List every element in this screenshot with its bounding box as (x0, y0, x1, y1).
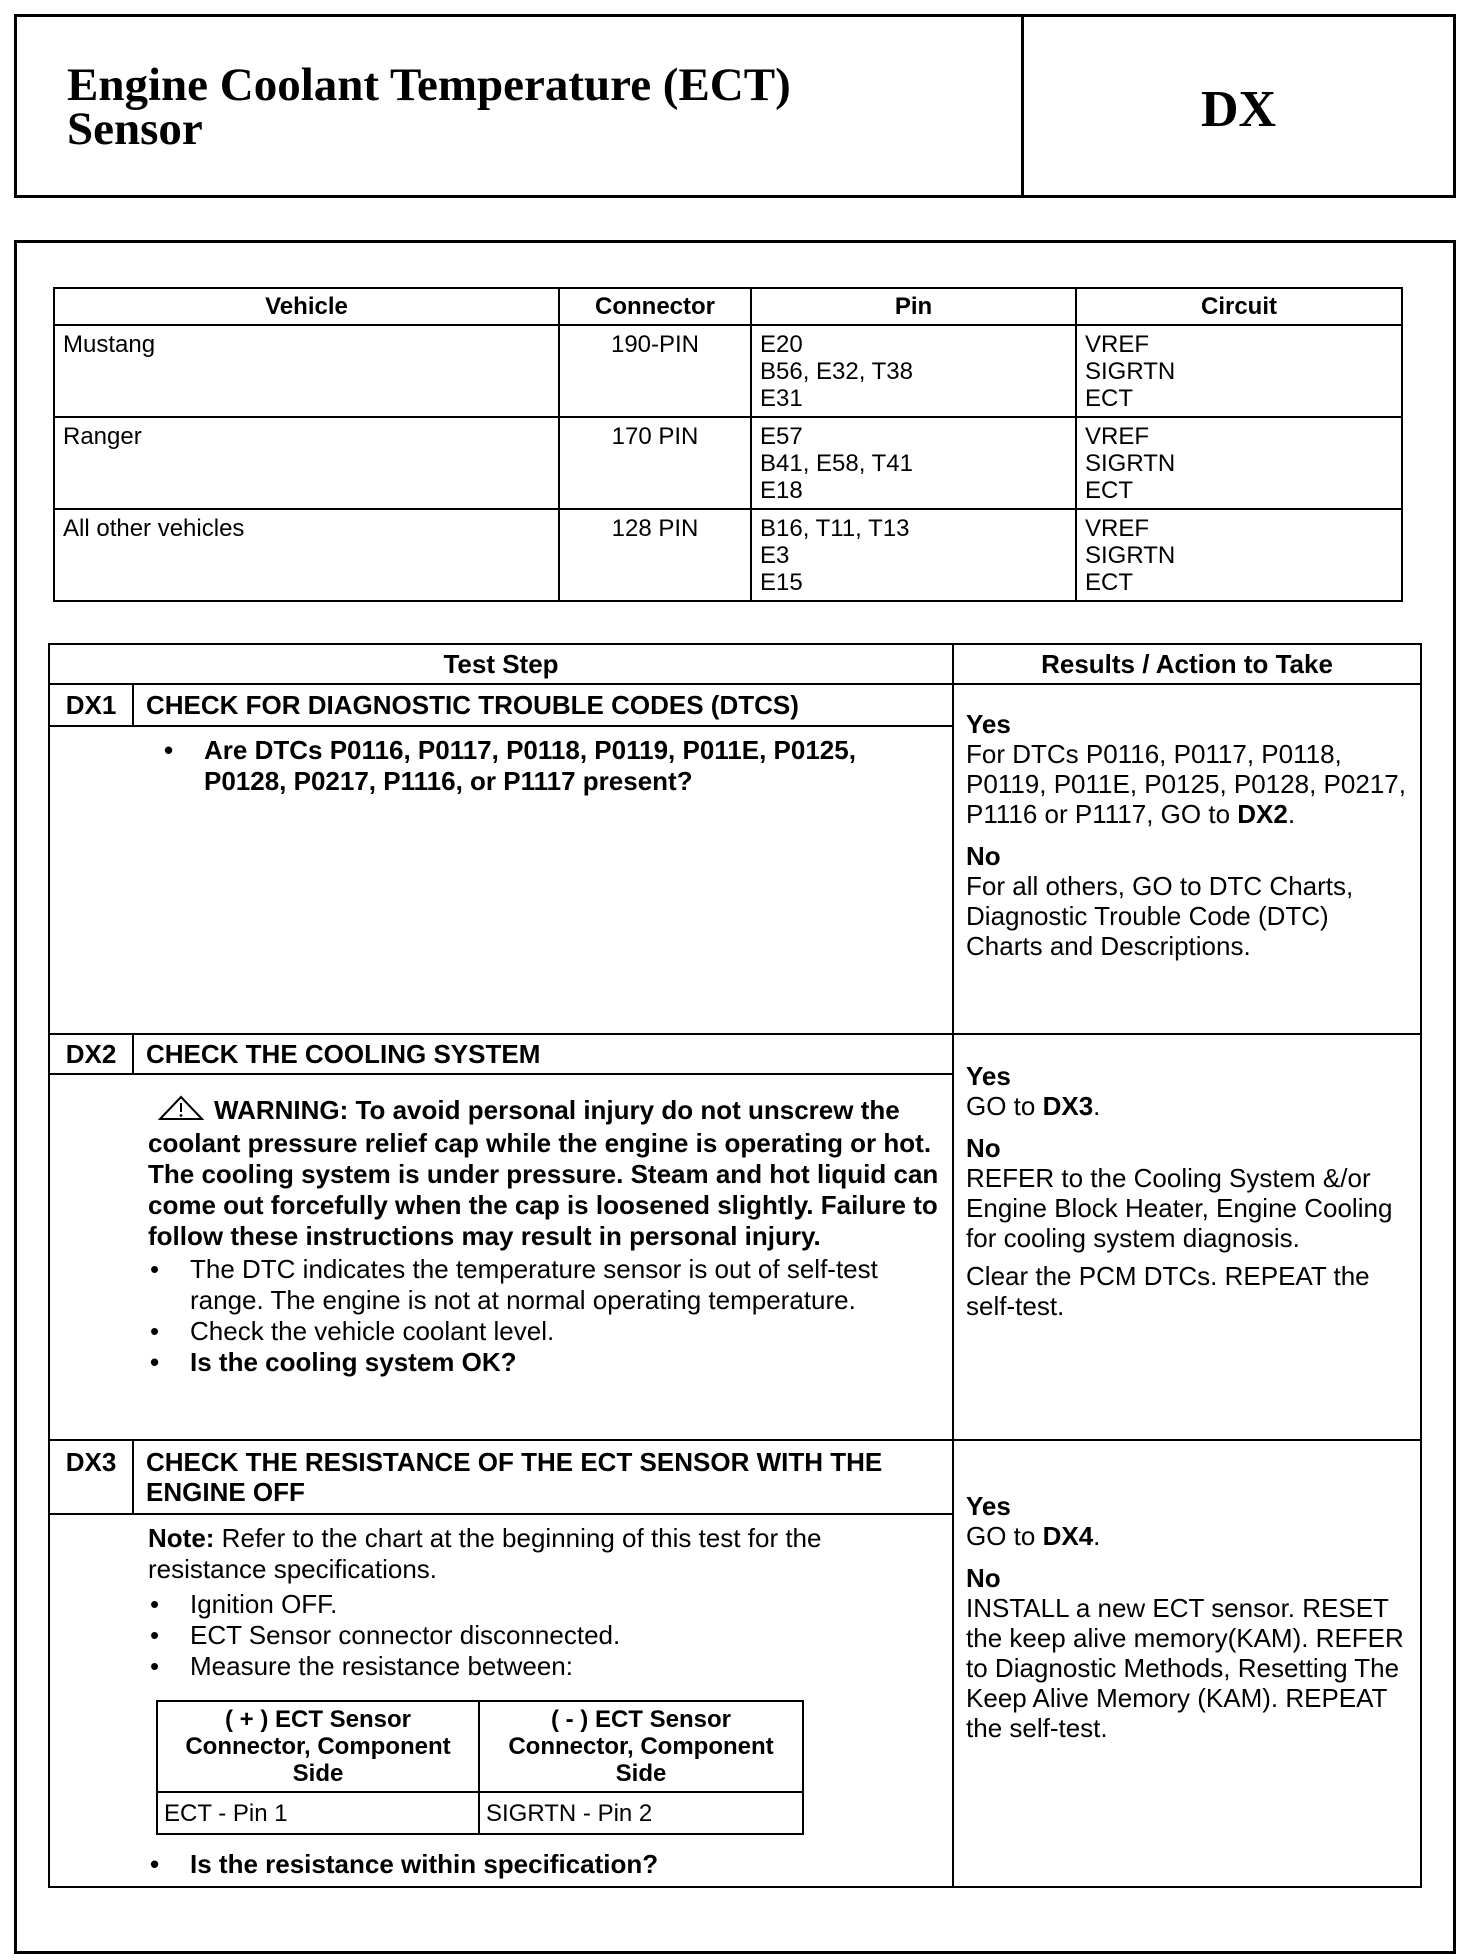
dx1-yes-text (966, 739, 1410, 829)
dx2-no-text1: REFER to the Cooling System &/or Engine Block Heater, Engine Cooling for cooling system diagnosis. (966, 1163, 1393, 1253)
dx3-note (148, 1523, 940, 1585)
dx3-bullet-2: • ECT Sensor connector disconnected. (148, 1620, 940, 1651)
circuit-cell (1076, 417, 1402, 509)
pin-table-header-row (54, 288, 1402, 325)
resistance-header-row (157, 1701, 803, 1792)
pin-value: B16, T11, T13 (760, 515, 910, 542)
content-frame (14, 240, 1456, 1954)
dx3-step-title: CHECK THE RESISTANCE OF THE ECT SENSOR WITH THE ENGINE OFF (133, 1440, 953, 1514)
pin-value: E3 (760, 542, 790, 569)
dx2-bullet-2: • Check the vehicle coolant level. (148, 1316, 940, 1347)
pin-table-header-circuit: Circuit (1076, 288, 1402, 325)
results-header: Results / Action to Take (953, 644, 1421, 684)
dx3-question: • Is the resistance within specification? (148, 1849, 940, 1880)
dx3-yes-end: . (1093, 1521, 1101, 1551)
dx1-step-body (49, 726, 953, 1034)
pin-cell (751, 509, 1076, 601)
dx2-step-body (49, 1074, 953, 1440)
vehicle-cell: All other vehicles (54, 509, 559, 601)
dx1-yes-body: For DTCs P0116, P0117, P0118, P0119, P011E, P0125, P0128, P0217, P1116 or P1117, GO to (966, 739, 1406, 829)
dx3-bullet-list (148, 1589, 940, 1682)
pin-table-header-vehicle: Vehicle (54, 288, 559, 325)
circuit-value: SIGRTN (1085, 542, 1176, 569)
dx3-title-row (49, 1440, 1421, 1514)
pin-cell (751, 325, 1076, 417)
positive-pin-cell: ECT - Pin 1 (157, 1792, 479, 1834)
negative-pin-cell: SIGRTN - Pin 2 (479, 1792, 803, 1834)
vehicle-cell: Mustang (54, 325, 559, 417)
circuit-value: ECT (1085, 569, 1133, 596)
dx3-note-text: Refer to the chart at the beginning of this test for the resistance specifications. (148, 1523, 822, 1584)
circuit-value: ECT (1085, 385, 1133, 412)
dx1-results (953, 684, 1421, 1034)
table-row (157, 1792, 803, 1834)
dx2-no-text2: Clear the PCM DTCs. REPEAT the self-test. (966, 1261, 1370, 1321)
dx1-title-row (49, 684, 1421, 726)
dx1-no-text: For all others, GO to DTC Charts, Diagnostic Trouble Code (DTC) Charts and Descriptions. (966, 871, 1354, 961)
dx3-yes-ref: DX4 (1042, 1521, 1094, 1551)
circuit-value: VREF (1085, 515, 1150, 542)
dx1-yes-ref: DX2 (1237, 799, 1288, 829)
test-step-table (48, 643, 1422, 1888)
dx1-yes-end: . (1287, 799, 1296, 829)
circuit-cell (1076, 325, 1402, 417)
dx2-bullet-list (148, 1254, 940, 1378)
dx1-no-label: No (966, 841, 1001, 871)
dx2-bullet-3: • Is the cooling system OK? (148, 1347, 940, 1378)
connector-cell: 128 PIN (559, 509, 751, 601)
pin-value: E15 (760, 569, 803, 596)
dx2-yes-end: . (1093, 1091, 1101, 1121)
dx3-note-label: Note: (148, 1523, 215, 1553)
dx2-yes-text (966, 1091, 1410, 1121)
dx3-question-list (148, 1849, 940, 1880)
pin-table-header-pin: Pin (751, 288, 1076, 325)
dx1-bullet-list (162, 735, 940, 797)
dx1-step-id: DX1 (49, 684, 133, 726)
dx2-no-label: No (966, 1133, 1001, 1163)
dx2-title-row (49, 1034, 1421, 1074)
dx2-warning (148, 1095, 940, 1252)
dx3-yes-body: GO to (966, 1521, 1043, 1551)
pin-value: E20 (760, 331, 803, 358)
dx3-yes-label: Yes (966, 1491, 1011, 1521)
circuit-value: SIGRTN (1085, 358, 1176, 385)
pin-value: B41, E58, T41 (760, 450, 913, 477)
dx2-results (953, 1034, 1421, 1440)
table-row (54, 417, 1402, 509)
page-title (17, 17, 1024, 195)
dx3-step-body (49, 1514, 953, 1887)
dx3-no-text: INSTALL a new ECT sensor. RESET the keep alive memory(KAM). REFER to Diagnostic Methods, Resetting The Keep Alive Memory (KAM). REPEAT the self-test. (966, 1593, 1404, 1743)
negative-connector-header: ( - ) ECT Sensor Connector, Component Side (479, 1701, 803, 1792)
dx3-bullet-3: • Measure the resistance between: (148, 1651, 940, 1682)
page-title-line1: Engine Coolant Temperature (ECT) (67, 59, 791, 111)
dx2-yes-body: GO to (966, 1091, 1043, 1121)
circuit-value: VREF (1085, 423, 1150, 450)
dx2-bullet-1: • The DTC indicates the temperature sensor is out of self-test range. The engine is not at normal operating temperature. (148, 1254, 940, 1316)
warning-triangle-icon (158, 1095, 204, 1128)
dx3-yes-text (966, 1521, 1410, 1551)
dx3-bullet-1: • Ignition OFF. (148, 1589, 940, 1620)
dx2-warning-text: WARNING: To avoid personal injury do not unscrew the coolant pressure relief cap while the engine is operating or hot. The cooling system is under pressure. Steam and hot liquid can come out forcefully when the cap is loosened slightly. Failure to follow these instructions may result in personal injury. (148, 1095, 939, 1251)
dx2-yes-ref: DX3 (1042, 1091, 1094, 1121)
table-row (54, 325, 1402, 417)
positive-connector-header: ( + ) ECT Sensor Connector, Component Side (157, 1701, 479, 1792)
pin-value: E18 (760, 477, 803, 504)
connector-cell: 170 PIN (559, 417, 751, 509)
connector-cell: 190-PIN (559, 325, 751, 417)
pin-value: E57 (760, 423, 803, 450)
table-row (54, 509, 1402, 601)
pin-cell (751, 417, 1076, 509)
dx3-no-label: No (966, 1563, 1001, 1593)
resistance-measure-table (156, 1700, 804, 1835)
pin-table-header-connector: Connector (559, 288, 751, 325)
dx1-step-title: CHECK FOR DIAGNOSTIC TROUBLE CODES (DTCS) (133, 684, 953, 726)
vehicle-cell: Ranger (54, 417, 559, 509)
section-code: DX (1200, 80, 1277, 138)
test-table-header-row (49, 644, 1421, 684)
dx2-yes-label: Yes (966, 1061, 1011, 1091)
pin-table (53, 287, 1403, 602)
circuit-value: ECT (1085, 477, 1133, 504)
dx1-yes-label: Yes (966, 709, 1011, 739)
pin-value: E31 (760, 385, 803, 412)
pin-value: B56, E32, T38 (760, 358, 913, 385)
test-step-header: Test Step (49, 644, 953, 684)
dx1-question: • Are DTCs P0116, P0117, P0118, P0119, P011E, P0125, P0128, P0217, P1116, or P1117 present? (162, 735, 940, 797)
dx3-results (953, 1440, 1421, 1887)
page-header (14, 14, 1456, 198)
circuit-cell (1076, 509, 1402, 601)
dx3-step-id: DX3 (49, 1440, 133, 1514)
dx2-step-id: DX2 (49, 1034, 133, 1074)
dx2-step-title: CHECK THE COOLING SYSTEM (133, 1034, 953, 1074)
circuit-value: SIGRTN (1085, 450, 1176, 477)
circuit-value: VREF (1085, 331, 1150, 358)
page-title-line2: Sensor (67, 103, 203, 155)
